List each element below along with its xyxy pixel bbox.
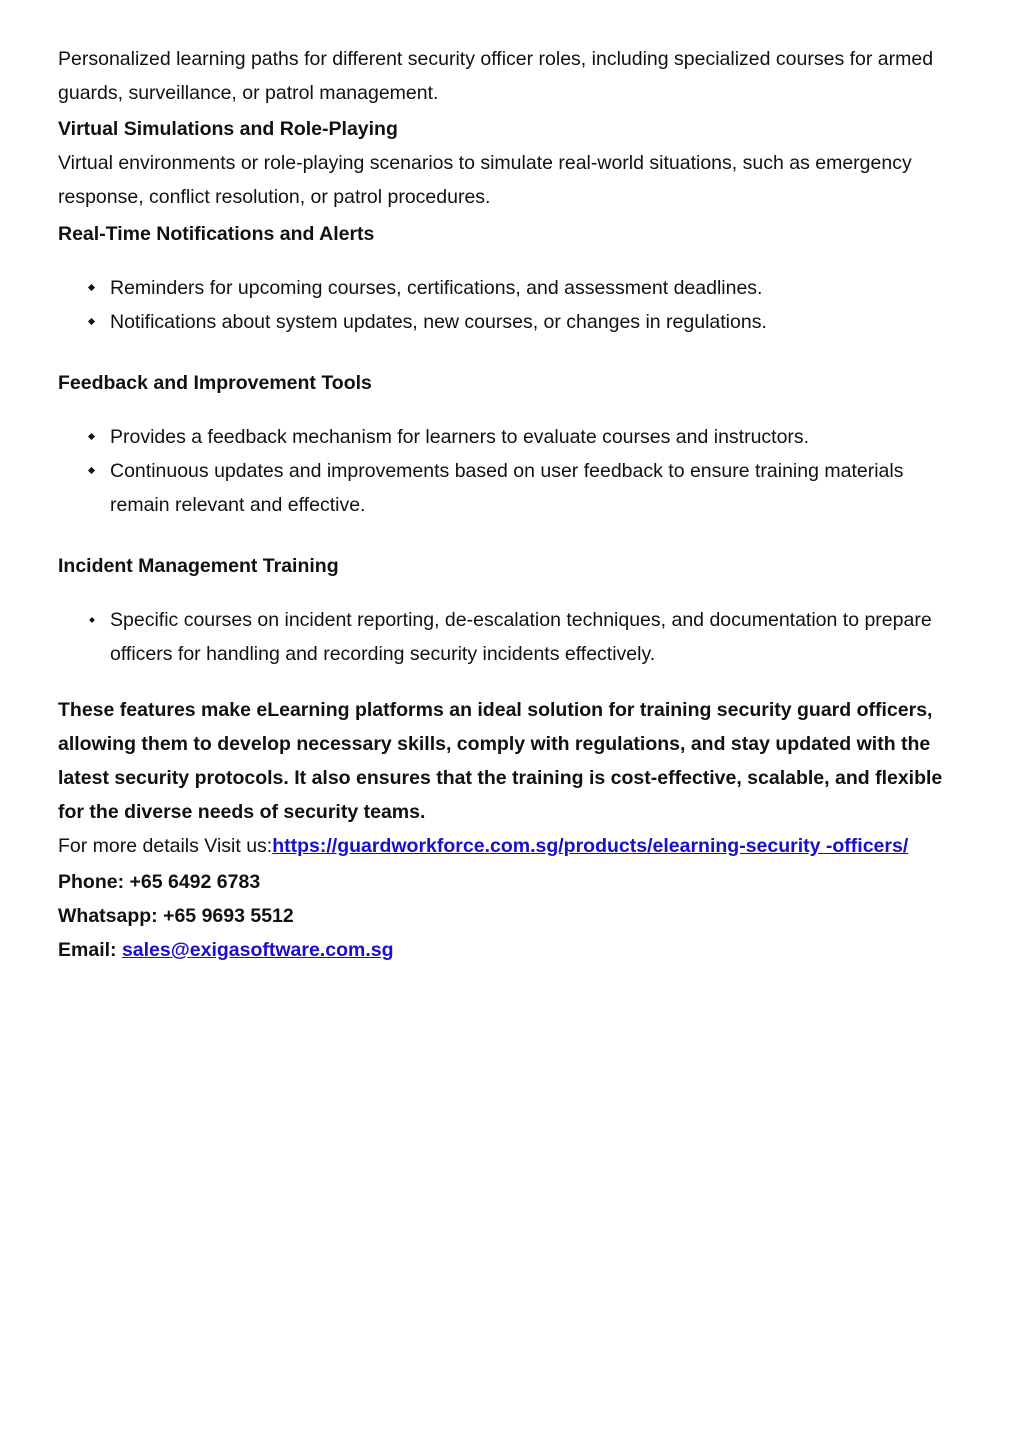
- list-item-text: Provides a feedback mechanism for learners to evaluate courses and instructors.: [110, 426, 810, 448]
- simulations-heading: Virtual Simulations and Role-Playing: [58, 118, 398, 140]
- list-item-text: Specific courses on incident reporting, de-escalation techniques, and documentation to prepare officers for handling and recording security incidents effectively.: [110, 609, 932, 665]
- feedback-heading: Feedback and Improvement Tools: [58, 372, 372, 394]
- diamond-bullet-icon: [88, 433, 95, 440]
- incident-list: [58, 603, 963, 671]
- conclusion-paragraph: These features make eLearning platforms an ideal solution for training security guard officers, allowing them to develop necessary skills, comply with regulations, and stay updated with the latest security protocols. It also ensures that the training is cost-effective, scalable, and flexible for the diverse needs of security teams.: [58, 699, 943, 823]
- list-item: [58, 271, 963, 305]
- list-item: [58, 420, 963, 454]
- email-line: [58, 933, 963, 967]
- email-link[interactable]: sales@exigasoftware.com.sg: [121, 939, 394, 961]
- website-link[interactable]: https://guardworkforce.com.sg/products/elearning-security -officers/: [272, 835, 909, 857]
- diamond-bullet-icon: [88, 467, 95, 474]
- diamond-bullet-icon: [88, 318, 95, 325]
- notifications-heading: Real-Time Notifications and Alerts: [58, 223, 375, 245]
- incident-heading: Incident Management Training: [58, 555, 339, 577]
- visit-label: For more details Visit us:: [58, 835, 273, 857]
- phone-line: Phone: +65 6492 6783: [58, 871, 261, 893]
- intro-paragraph: Personalized learning paths for different security officer roles, including specialized courses for armed guards, surveillance, or patrol management.: [58, 48, 934, 104]
- feedback-list: [58, 420, 963, 522]
- list-item: [58, 454, 963, 522]
- email-label: Email:: [58, 939, 122, 961]
- simulations-paragraph: Virtual environments or role-playing scenarios to simulate real-world situations, such as emergency response, conflict resolution, or patrol procedures.: [58, 152, 912, 208]
- diamond-bullet-icon: [89, 617, 95, 623]
- list-item-text: Continuous updates and improvements based on user feedback to ensure training materials remain relevant and effective.: [110, 460, 904, 516]
- notifications-list: [58, 271, 963, 339]
- list-item-text: Notifications about system updates, new courses, or changes in regulations.: [110, 311, 767, 333]
- whatsapp-line: Whatsapp: +65 9693 5512: [58, 905, 294, 927]
- list-item: [58, 305, 963, 339]
- list-item-text: Reminders for upcoming courses, certifications, and assessment deadlines.: [110, 277, 763, 299]
- document-page: [58, 42, 963, 967]
- visit-line: [58, 829, 963, 863]
- diamond-bullet-icon: [88, 284, 95, 291]
- list-item: [58, 603, 963, 671]
